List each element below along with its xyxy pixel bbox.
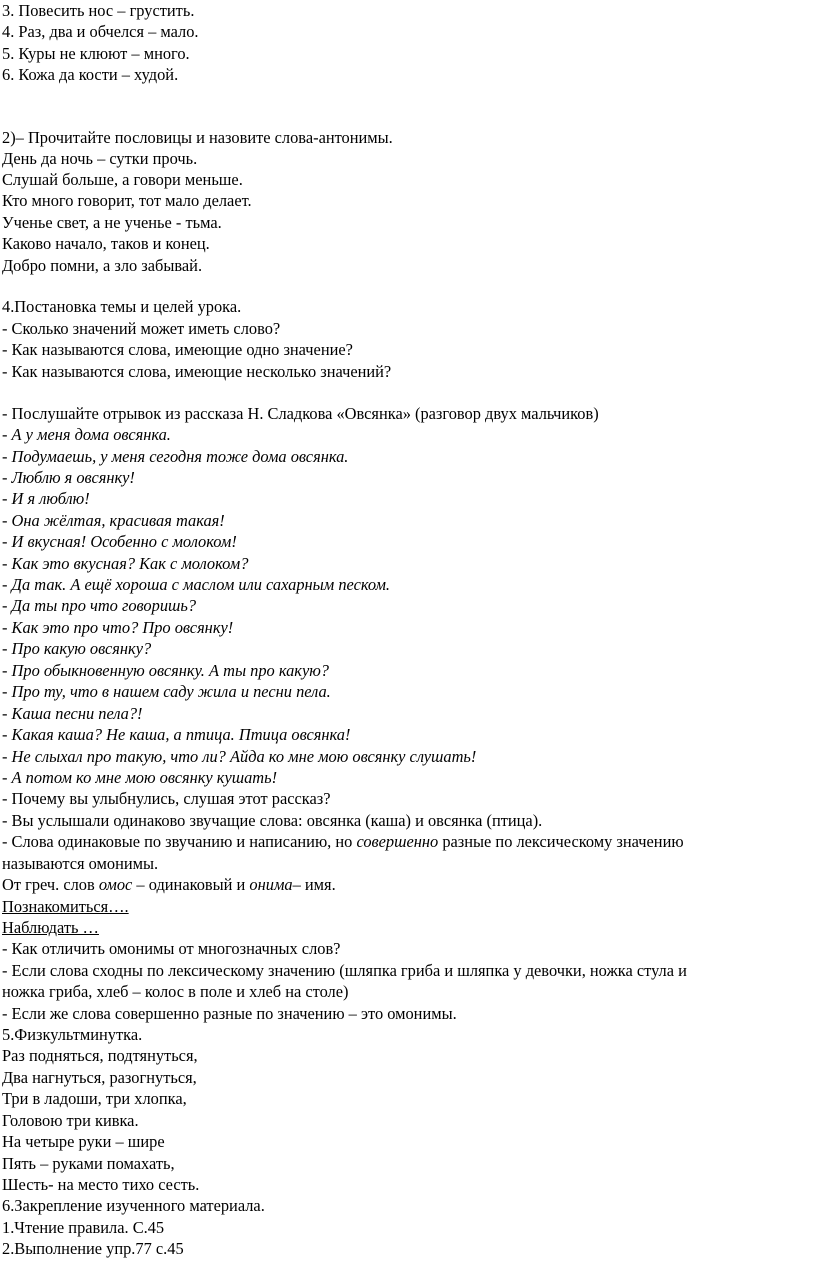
definition-line	[2, 832, 684, 852]
dialogue-line: - Подумаешь, у меня сегодня тоже дома овсянка.	[2, 447, 349, 466]
distinction-line: - Если же слова совершенно разные по значению – это омонимы.	[2, 1004, 457, 1023]
definition-continued: называются омонимы.	[2, 854, 159, 873]
proverb: Каково начало, таков и конец.	[2, 234, 210, 253]
proverb: Ученье свет, а не ученье - тьма.	[2, 213, 222, 232]
proverb: Кто много говорит, тот мало делает.	[2, 191, 252, 210]
list-item: 2.Выполнение упр.77 с.45	[2, 1239, 184, 1258]
section5-heading: 5.Физкультминутка.	[2, 1025, 143, 1044]
section4-heading: 4.Постановка темы и целей урока.	[2, 297, 242, 316]
question: - Сколько значений может иметь слово?	[2, 319, 281, 338]
question: - Вы услышали одинаково звучащие слова: овсянка (каша) и овсянка (птица).	[2, 811, 543, 830]
section6-heading: 6.Закрепление изученного материала.	[2, 1196, 265, 1215]
etymology-word2: онима	[249, 875, 293, 894]
list-item: 3. Повесить нос – грустить.	[2, 1, 195, 20]
distinction-line: ножка гриба, хлеб – колос в поле и хлеб на столе)	[2, 982, 349, 1001]
list-item: 5. Куры не клюют – много.	[2, 44, 190, 63]
dialogue-line: - Какая каша? Не каша, а птица. Птица овсянка!	[2, 725, 351, 744]
poem-line: Два нагнуться, разогнуться,	[2, 1068, 197, 1087]
definition-part1: - Слова одинаковые по звучанию и написанию, но	[2, 832, 357, 851]
poem-line: Три в ладоши, три хлопка,	[2, 1089, 187, 1108]
list-item: 6. Кожа да кости – худой.	[2, 65, 179, 84]
list-item: 1.Чтение правила. С.45	[2, 1218, 165, 1237]
dialogue-line: - Не слыхал про такую, что ли? Айда ко мне мою овсянку слушать!	[2, 747, 477, 766]
list-item: 4. Раз, два и обчелся – мало.	[2, 22, 199, 41]
question: - Как называются слова, имеющие несколько значений?	[2, 362, 392, 381]
underlined-heading: Познакомиться….	[2, 897, 129, 916]
etymology-suffix: – имя.	[292, 875, 336, 894]
question: - Как называются слова, имеющие одно значение?	[2, 340, 353, 359]
proverb: Добро помни, а зло забывай.	[2, 256, 203, 275]
dialogue-line: - Да так. А ещё хороша с маслом или сахарным песком.	[2, 575, 391, 594]
dialogue-line: - Про какую овсянку?	[2, 639, 152, 658]
dialogue-line: - Люблю я овсянку!	[2, 468, 135, 487]
dialogue-line: - Как это вкусная? Как с молоком?	[2, 554, 249, 573]
etymology-line	[2, 875, 336, 895]
etymology-middle: – одинаковый и	[132, 875, 250, 894]
definition-part2: разные по лексическому значению	[438, 832, 684, 851]
question: - Почему вы улыбнулись, слушая этот рассказ?	[2, 789, 331, 808]
dialogue-line: - Про обыкновенную овсянку. А ты про какую?	[2, 661, 329, 680]
dialogue-line: - А у меня дома овсянка.	[2, 425, 171, 444]
etymology-prefix: От греч. слов	[2, 875, 99, 894]
proverb: День да ночь – сутки прочь.	[2, 149, 198, 168]
poem-line: Раз подняться, подтянуться,	[2, 1046, 198, 1065]
story-intro: - Послушайте отрывок из рассказа Н. Сладкова «Овсянка» (разговор двух мальчиков)	[2, 404, 599, 423]
distinction-line: - Как отличить омонимы от многозначных слов?	[2, 939, 341, 958]
dialogue-line: - Про ту, что в нашем саду жила и песни пела.	[2, 682, 331, 701]
proverb: Слушай больше, а говори меньше.	[2, 170, 243, 189]
task2-heading: 2)– Прочитайте пословицы и назовите слова-антонимы.	[2, 128, 393, 147]
dialogue-line: - И вкусная! Особенно с молоком!	[2, 532, 237, 551]
dialogue-line: - И я люблю!	[2, 489, 90, 508]
poem-line: Шесть- на место тихо сесть.	[2, 1175, 200, 1194]
dialogue-line: - Каша песни пела?!	[2, 704, 143, 723]
dialogue-line: - Как это про что? Про овсянку!	[2, 618, 234, 637]
definition-emphasis: совершенно	[356, 832, 439, 851]
dialogue-line: - Она жёлтая, красивая такая!	[2, 511, 225, 530]
poem-line: На четыре руки – шире	[2, 1132, 165, 1151]
etymology-word1: омос	[98, 875, 133, 894]
dialogue-line: - Да ты про что говоришь?	[2, 596, 197, 615]
distinction-line: - Если слова сходны по лексическому значению (шляпка гриба и шляпка у девочки, ножка стула и	[2, 961, 687, 980]
poem-line: Головою три кивка.	[2, 1111, 139, 1130]
dialogue-line: - А потом ко мне мою овсянку кушать!	[2, 768, 278, 787]
underlined-heading: Наблюдать …	[2, 918, 99, 937]
poem-line: Пять – руками помахать,	[2, 1154, 175, 1173]
